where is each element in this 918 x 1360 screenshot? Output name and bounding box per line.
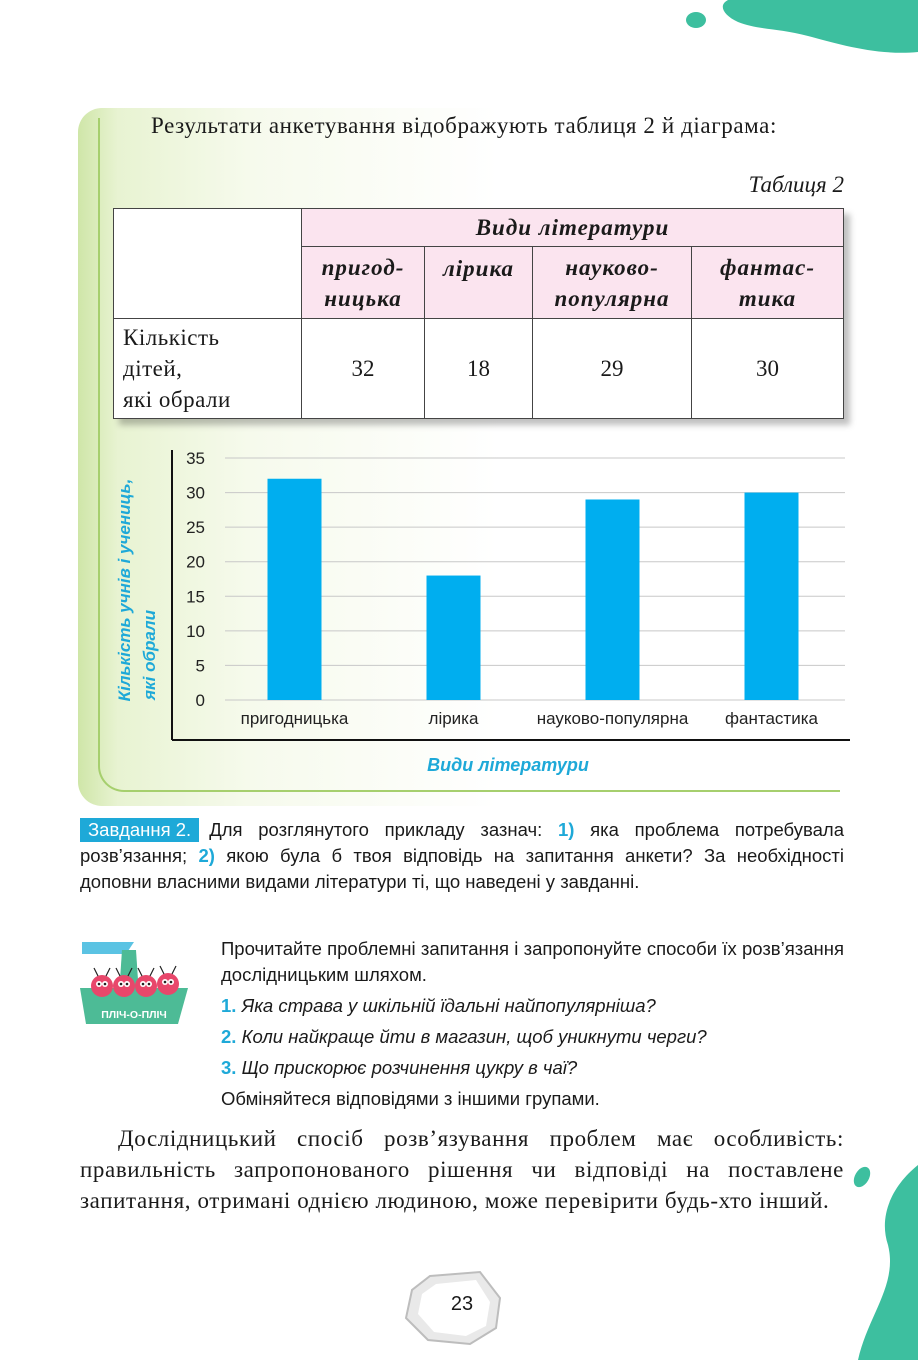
chart-bar xyxy=(586,499,640,700)
table-column-header: фантас- тика xyxy=(692,247,844,319)
page-number: 23 xyxy=(450,1293,474,1315)
table-column-header: науково- популярна xyxy=(533,247,692,319)
chart-bars xyxy=(268,479,799,700)
chart-x-tick-label: лірика xyxy=(428,709,479,728)
group-question xyxy=(221,993,844,1019)
task-badge: Завдання 2. xyxy=(80,818,199,842)
chart-x-tick-label: фантастика xyxy=(725,709,818,728)
closing-paragraph: Дослідницький спосіб розв’язування проблем має особливість: правильність запропонованого рішення чи відповіді на поставлене запитання, отримані однією людиною, може перевірити будь-хто інший. xyxy=(80,1126,844,1213)
group-work-icon xyxy=(78,940,190,1030)
chart-bar xyxy=(745,493,799,700)
chart-bar xyxy=(268,479,322,700)
group-task xyxy=(221,936,844,1112)
task-2 xyxy=(80,817,844,895)
chart-x-ticks xyxy=(241,709,819,728)
question-text: Коли найкраще йти в магазин, щоб уникнути черги? xyxy=(241,1026,707,1047)
task-number: 2) xyxy=(198,845,215,866)
table-cell: 18 xyxy=(425,319,533,419)
literature-table xyxy=(113,208,844,419)
chart-y-label-line1: Кількість учнів і учениць, xyxy=(115,478,134,702)
question-number: 3. xyxy=(221,1057,237,1078)
chart-y-tick-label: 35 xyxy=(186,449,205,468)
chart-y-tick-label: 10 xyxy=(186,621,205,641)
chart-y-tick-label: 15 xyxy=(186,587,205,607)
group-intro: Прочитайте проблемні запитання і запропонуйте способи їх розв’язання дослідницьким шляхом. xyxy=(221,938,844,985)
table-caption: Таблиця 2 xyxy=(748,172,844,197)
group-question xyxy=(221,1024,844,1050)
group-icon-label: ПЛІЧ-О-ПЛІЧ xyxy=(101,1009,167,1021)
table-group-header: Види літератури xyxy=(302,209,844,247)
chart-x-tick-label: науково-популярна xyxy=(536,709,689,728)
task-text: Для розглянутого прикладу зазнач: xyxy=(209,819,558,840)
intro-text: Результати анкетування відображують таблиця 2 й діаграма: xyxy=(151,113,777,138)
chart-y-tick-label: 0 xyxy=(195,691,205,710)
chart-y-tick-label: 20 xyxy=(186,552,205,572)
table-column-header: пригод- ницька xyxy=(302,247,425,319)
teal-side-decoration xyxy=(848,1165,918,1360)
task-text: якою була б твоя відповідь на запитання анкети? За необхідності доповни власними видами літератури ті, що наведені у завданні. xyxy=(80,845,844,892)
table-cell: 30 xyxy=(692,319,844,419)
chart-y-tick-label: 30 xyxy=(186,483,205,503)
chart-y-label-line2: які обрали xyxy=(140,610,159,700)
chart-x-label: Види літератури xyxy=(427,755,589,775)
chart-bar xyxy=(427,576,481,700)
table-corner-cell xyxy=(114,209,302,319)
table-cell: 29 xyxy=(533,319,692,419)
question-number: 2. xyxy=(221,1026,237,1047)
chart-y-tick-label: 5 xyxy=(195,656,205,676)
question-text: Яка страва у шкільній їдальні найпопулярніша? xyxy=(241,995,656,1016)
group-question xyxy=(221,1055,844,1081)
bar-chart xyxy=(105,440,850,780)
table-cell: 32 xyxy=(302,319,425,419)
task-number: 1) xyxy=(558,819,575,840)
group-closing: Обміняйтеся відповідями з іншими групами. xyxy=(221,1088,600,1109)
task-text: яка проблема потребувала розв’язання; xyxy=(80,819,844,866)
table-row-label: Кількість дітей, які обрали xyxy=(114,319,302,419)
question-number: 1. xyxy=(221,995,237,1016)
question-text: Що прискорює розчинення цукру в чаї? xyxy=(241,1057,578,1078)
table-column-header: лірика xyxy=(425,247,533,319)
chart-y-tick-label: 25 xyxy=(186,518,205,538)
chart-y-ticks xyxy=(186,449,205,710)
chart-x-tick-label: пригодницька xyxy=(240,709,349,728)
teal-corner-decoration xyxy=(668,0,918,58)
